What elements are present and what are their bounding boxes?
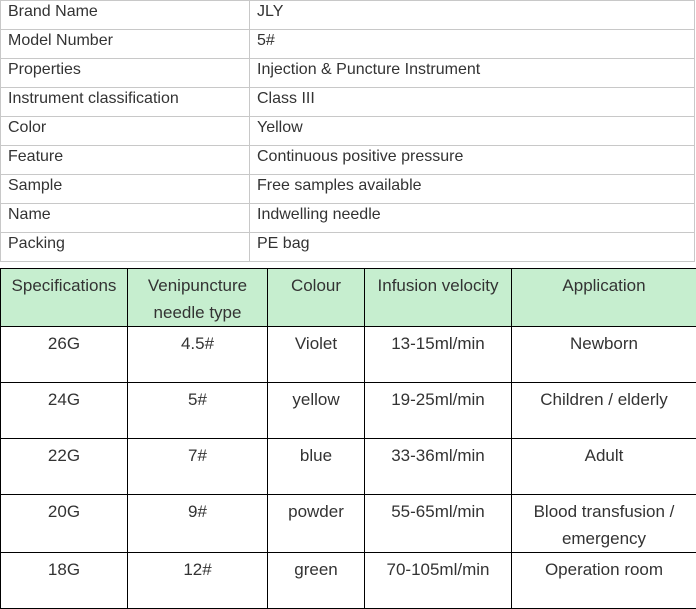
- property-label: Brand Name: [1, 1, 250, 30]
- header-application: Application: [512, 269, 696, 327]
- cell-application: Children / elderly: [512, 383, 696, 439]
- cell-infusion-velocity: 19-25ml/min: [365, 383, 512, 439]
- table-row: [1, 553, 696, 609]
- property-value: Class III: [250, 88, 695, 117]
- cell-needle-type: 12#: [128, 553, 268, 609]
- property-row-color: [1, 117, 695, 146]
- property-row-name: [1, 204, 695, 233]
- product-properties-table: [0, 0, 695, 262]
- header-infusion-velocity: Infusion velocity: [365, 269, 512, 327]
- property-row-feature: [1, 146, 695, 175]
- cell-specification: 18G: [1, 553, 128, 609]
- property-label: Packing: [1, 233, 250, 262]
- property-row-brand-name: [1, 1, 695, 30]
- property-value: JLY: [250, 1, 695, 30]
- table-row: [1, 383, 696, 439]
- header-colour: Colour: [268, 269, 365, 327]
- cell-needle-type: 7#: [128, 439, 268, 495]
- cell-colour: blue: [268, 439, 365, 495]
- property-label: Model Number: [1, 30, 250, 59]
- specifications-header-row: [1, 269, 696, 327]
- cell-infusion-velocity: 55-65ml/min: [365, 495, 512, 553]
- property-label: Properties: [1, 59, 250, 88]
- cell-colour: powder: [268, 495, 365, 553]
- cell-infusion-velocity: 33-36ml/min: [365, 439, 512, 495]
- cell-specification: 22G: [1, 439, 128, 495]
- table-row: [1, 327, 696, 383]
- cell-specification: 20G: [1, 495, 128, 553]
- cell-colour: green: [268, 553, 365, 609]
- header-needle-type: Venipuncture needle type: [128, 269, 268, 327]
- property-label: Name: [1, 204, 250, 233]
- property-value: Indwelling needle: [250, 204, 695, 233]
- cell-infusion-velocity: 13-15ml/min: [365, 327, 512, 383]
- property-row-properties: [1, 59, 695, 88]
- property-row-sample: [1, 175, 695, 204]
- property-value: 5#: [250, 30, 695, 59]
- cell-needle-type: 4.5#: [128, 327, 268, 383]
- cell-application: Operation room: [512, 553, 696, 609]
- property-row-model-number: [1, 30, 695, 59]
- table-row: [1, 439, 696, 495]
- property-label: Feature: [1, 146, 250, 175]
- property-row-instrument-classification: [1, 88, 695, 117]
- cell-needle-type: 9#: [128, 495, 268, 553]
- cell-colour: Violet: [268, 327, 365, 383]
- property-label: Sample: [1, 175, 250, 204]
- property-value: Free samples available: [250, 175, 695, 204]
- cell-colour: yellow: [268, 383, 365, 439]
- property-row-packing: [1, 233, 695, 262]
- property-value: Continuous positive pressure: [250, 146, 695, 175]
- property-value: Yellow: [250, 117, 695, 146]
- specifications-table: [0, 268, 696, 609]
- property-value: Injection & Puncture Instrument: [250, 59, 695, 88]
- cell-application: Adult: [512, 439, 696, 495]
- cell-specification: 24G: [1, 383, 128, 439]
- header-specifications: Specifications: [1, 269, 128, 327]
- cell-infusion-velocity: 70-105ml/min: [365, 553, 512, 609]
- property-label: Instrument classification: [1, 88, 250, 117]
- property-value: PE bag: [250, 233, 695, 262]
- cell-specification: 26G: [1, 327, 128, 383]
- cell-application: Blood transfusion / emergency: [512, 495, 696, 553]
- cell-needle-type: 5#: [128, 383, 268, 439]
- cell-application: Newborn: [512, 327, 696, 383]
- table-row: [1, 495, 696, 553]
- property-label: Color: [1, 117, 250, 146]
